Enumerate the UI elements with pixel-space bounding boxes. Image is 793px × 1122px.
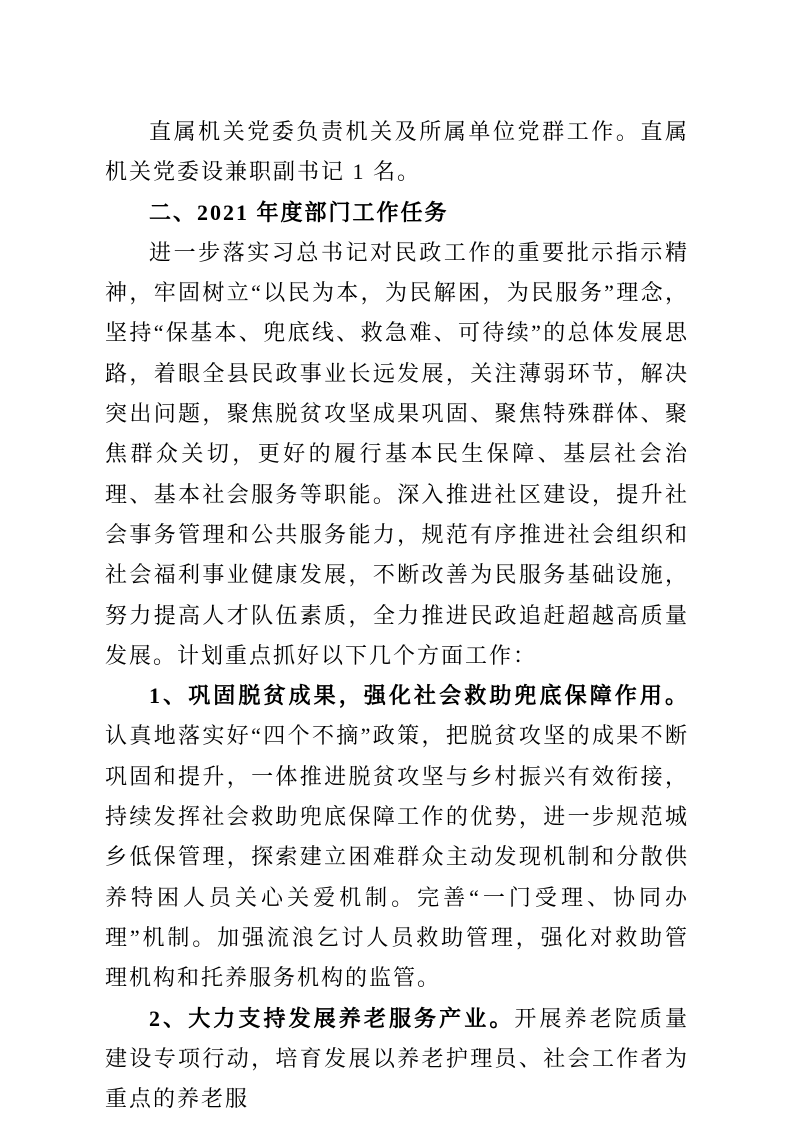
item-1-lead: 1、巩固脱贫成果，强化社会救助兜底保障作用。 — [149, 683, 689, 709]
item-2-body: 开展养老院质量建设专项行动，培育发展以养老护理员、社会工作者为重点的养老服 — [105, 1005, 689, 1112]
paragraph-item-1 — [105, 676, 689, 998]
section-heading: 二、2021 年度部门工作任务 — [149, 199, 449, 225]
paragraph-overview: 进一步落实习总书记对民政工作的重要批示指示精神，牢固树立“以民为本，为民解困，为民服务”理念，坚持“保基本、兜底线、救急难、可待续”的总体发展思路，着眼全县民政事业长远发展，关注薄弱环节，解决突出问题，聚焦脱贫攻坚成果巩固、聚焦特殊群体、聚焦群众关切，更好的履行基本民生保障、基层社会治理、基本社会服务等职能。深入推进社区建设，提升社会事务管理和公共服务能力，规范有序推进社会组织和社会福利事业健康发展，不断改善为民服务基础设施，努力提高人才队伍素质，全力推进民政追赶超越高质量发展。计划重点抓好以下几个方面工作： — [105, 239, 689, 668]
paragraph-party-committee: 直属机关党委负责机关及所属单位党群工作。直属机关党委设兼职副书记 1 名。 — [105, 119, 689, 185]
paragraph-item-2 — [105, 999, 689, 1120]
item-1-body: 认真地落实好“四个不摘”政策，把脱贫攻坚的成果不断巩固和提升，一体推进脱贫攻坚与乡村振兴有效衔接，持续发挥社会救助兜底保障工作的优势，进一步规范城乡低保管理，探索建立困难群众主动发现机制和分散供养特困人员关心关爱机制。完善“一门受理、协同办理”机制。加强流浪乞讨人员救助管理，强化对救助管理机构和托养服务机构的监管。 — [105, 723, 689, 991]
item-2-lead: 2、大力支持发展养老服务产业。 — [149, 1005, 515, 1031]
document-body — [105, 112, 689, 1119]
